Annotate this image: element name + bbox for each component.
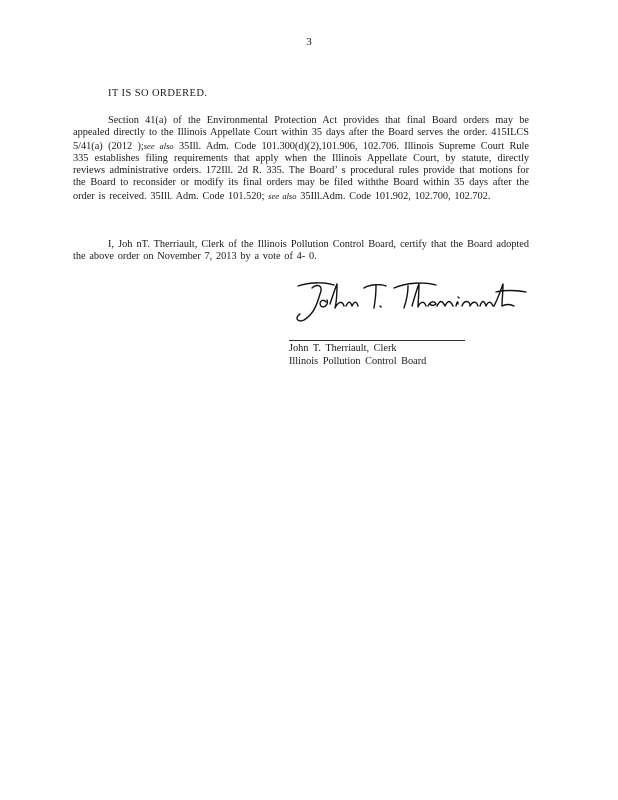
certification-text: I, Joh nT. Therriault, Clerk of the Illinois Pollution Control Board, certify that the Board adopted the above order on November 7, 2013 by a vote of 4- 0. bbox=[73, 239, 529, 263]
appeal-text-b: 35Ill. Adm. Code 101.300(d)(2),101.906, 102.706. Illinois Supreme Court Rule 335 establishes filing requirements that apply when the Illinois Appellate Court, by statute, directly reviews administrative orders. 172Ill. 2d R. 335. The Board’ s procedural rules provide that motions for the Board to reconsider or modify its final orders may be filed withthe Board within 35 days after the order is received. 35Ill. Adm. Code 101.520; bbox=[73, 140, 529, 202]
signature-line bbox=[289, 340, 465, 341]
handwritten-signature bbox=[290, 276, 530, 328]
ordered-heading: IT IS SO ORDERED. bbox=[108, 88, 208, 99]
clerk-organization: Illinois Pollution Control Board bbox=[289, 355, 427, 367]
page-number: 3 bbox=[306, 36, 312, 48]
appeal-paragraph bbox=[73, 115, 529, 203]
see-also-1: see also bbox=[143, 140, 174, 151]
appeal-text-a: Section 41(a) of the Environmental Protection Act provides that final Board orders may be appealed directly to the Illinois Appellate Court within 35 days after the Board serves the order. 415ILCS 5/41(a) (2012 ); bbox=[73, 115, 529, 152]
see-also-2: see also bbox=[268, 190, 297, 201]
certification-paragraph bbox=[73, 239, 529, 264]
signature-block bbox=[289, 343, 426, 368]
appeal-text-c: 35Ill.Adm. Code 101.902, 102.700, 102.702. bbox=[296, 190, 491, 202]
clerk-name: John T. Therriault, Clerk bbox=[289, 343, 397, 354]
